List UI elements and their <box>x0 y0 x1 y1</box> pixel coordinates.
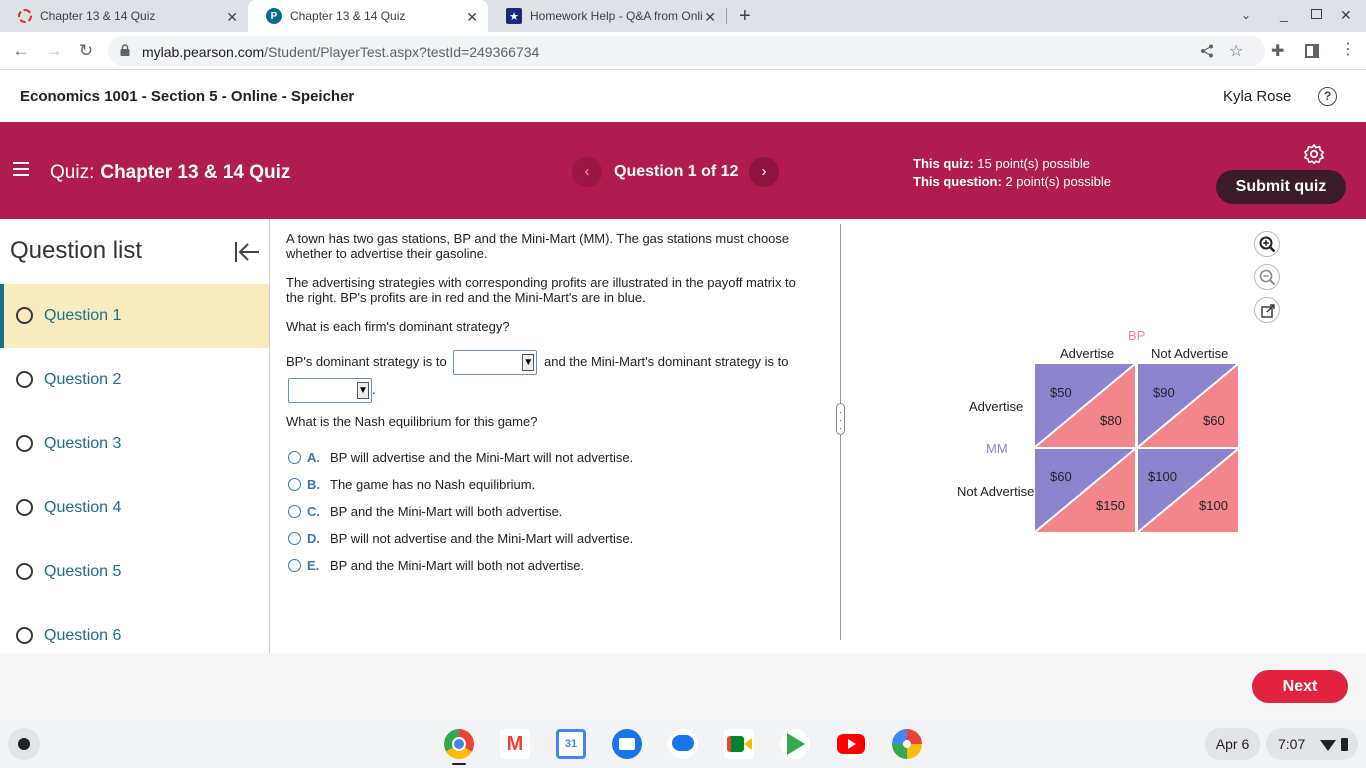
question-position: Question 1 of 12 <box>614 163 739 180</box>
quiz-points-label: This quiz: <box>913 156 974 171</box>
new-tab-icon[interactable]: + <box>739 5 751 27</box>
popout-button[interactable] <box>1254 297 1280 323</box>
answer-option-c[interactable] <box>286 504 816 531</box>
quiz-footer <box>0 653 1366 720</box>
points-summary <box>913 155 1111 191</box>
radio-button[interactable] <box>288 532 301 545</box>
col-label-not-advertise: Not Advertise <box>1151 346 1229 361</box>
dominant-strategy-sentence <box>286 348 816 404</box>
option-letter: A. <box>307 450 320 465</box>
browser-tab-strip <box>0 0 1366 32</box>
status-circle-icon <box>16 499 33 516</box>
option-letter: C. <box>307 504 320 519</box>
matrix-cell-adv-notadv <box>1138 364 1238 447</box>
radio-button[interactable] <box>288 505 301 518</box>
pane-splitter-handle[interactable]: · · · <box>836 403 845 435</box>
payoff-cell-shape <box>1035 449 1135 532</box>
option-text: BP and the Mini-Mart will both advertise. <box>330 504 563 519</box>
external-link-icon <box>1255 298 1281 324</box>
question-list-label: Question 2 <box>44 371 122 388</box>
close-icon[interactable]: ✕ <box>226 9 238 25</box>
col-player-label: BP <box>1128 328 1146 343</box>
address-bar[interactable] <box>108 36 1265 66</box>
system-tray[interactable] <box>1266 728 1358 760</box>
payoff-cell-shape <box>1138 364 1238 447</box>
submit-quiz-button[interactable]: Submit quiz <box>1216 170 1346 204</box>
payoff-cell-shape <box>1035 364 1135 447</box>
option-letter: E. <box>307 558 320 573</box>
kebab-menu-icon[interactable]: ⋮ <box>1340 41 1356 58</box>
question-points-label: This question: <box>913 174 1002 189</box>
question-list-title: Question list <box>10 237 143 264</box>
zoom-out-icon <box>1255 265 1281 291</box>
minimize-icon[interactable]: _ <box>1280 6 1288 22</box>
question-dominant-prompt: What is each firm's dominant strategy? <box>286 319 510 334</box>
question-points: 2 point(s) possible <box>1005 174 1111 189</box>
url-text <box>142 44 539 60</box>
bp-strategy-dropdown[interactable] <box>453 350 537 375</box>
question-list-item-3[interactable] <box>0 412 269 476</box>
question-list-item-4[interactable] <box>0 476 269 540</box>
option-text: BP will not advertise and the Mini-Mart will advertise. <box>330 531 634 546</box>
user-name[interactable]: Kyla Rose <box>1223 88 1292 105</box>
youtube-icon[interactable] <box>836 729 866 759</box>
course-title: Economics 1001 - Section 5 - Online - Speicher <box>20 88 355 105</box>
question-list-label: Question 1 <box>44 307 122 324</box>
radio-button[interactable] <box>288 478 301 491</box>
browser-tab-3[interactable] <box>488 0 726 32</box>
option-text: BP will advertise and the Mini-Mart will not advertise. <box>330 450 634 465</box>
option-text: The game has no Nash equilibrium. <box>330 477 536 492</box>
question-list-label: Question 3 <box>44 435 122 452</box>
url-path: /Student/PlayerTest.aspx?testId=249366734 <box>264 44 540 60</box>
question-list-item-1[interactable] <box>0 284 269 348</box>
share-icon[interactable] <box>1200 44 1214 58</box>
os-taskbar <box>0 720 1366 768</box>
browser-toolbar <box>0 32 1366 70</box>
bp-payoff: $100 <box>1199 498 1228 513</box>
zoom-in-icon <box>1255 232 1281 258</box>
matrix-cell-notadv-adv <box>1035 449 1135 532</box>
browser-tab-1[interactable] <box>0 0 248 32</box>
quiz-points: 15 point(s) possible <box>977 156 1091 171</box>
photos-icon[interactable] <box>892 729 922 759</box>
question-list-item-6[interactable] <box>0 604 269 653</box>
zoom-out-button[interactable] <box>1254 264 1280 290</box>
files-icon[interactable] <box>612 729 642 759</box>
bookmark-star-icon[interactable]: ☆ <box>1229 43 1244 60</box>
option-letter: D. <box>307 531 320 546</box>
url-host: mylab.pearson.com <box>142 44 265 60</box>
pearson-spinner-icon <box>18 9 32 23</box>
next-button[interactable]: Next <box>1252 670 1348 703</box>
messages-icon[interactable] <box>668 729 698 759</box>
question-matrix-description: The advertising strategies with corresponding profits are illustrated in the payoff matrix to the right. BP's profits are in red and the Mini-Mart's are in blue. <box>286 275 796 305</box>
chevron-down-icon: ▼ <box>357 382 369 399</box>
status-circle-icon <box>16 307 33 324</box>
help-icon[interactable]: ? <box>1318 87 1337 106</box>
date-display[interactable]: Apr 6 <box>1205 728 1260 760</box>
battery-icon <box>1341 738 1348 751</box>
browser-tab-title: Chapter 13 & 14 Quiz <box>290 9 406 23</box>
bp-payoff: $80 <box>1100 413 1122 428</box>
status-circle-icon <box>16 563 33 580</box>
chegg-star-icon: ★ <box>506 8 522 24</box>
browser-tab-title: Chapter 13 & 14 Quiz <box>40 9 156 23</box>
restore-icon[interactable] <box>1311 9 1322 19</box>
mm-payoff: $50 <box>1050 385 1072 400</box>
row-label-not-advertise: Not Advertise <box>957 484 1035 499</box>
matrix-cell-notadv-notadv <box>1138 449 1238 532</box>
quiz-title <box>50 162 290 184</box>
tab-separator <box>726 8 727 24</box>
tab-search-chevron-down-icon[interactable]: ⌄ <box>1241 8 1252 22</box>
meet-icon[interactable] <box>724 729 754 759</box>
forward-arrow-icon[interactable]: → <box>45 41 63 60</box>
question-content <box>286 231 816 585</box>
mm-payoff: $60 <box>1050 469 1072 484</box>
status-circle-icon <box>16 627 33 644</box>
mm-strategy-dropdown[interactable] <box>288 378 372 403</box>
extensions-puzzle-icon[interactable]: ✚ <box>1271 43 1285 60</box>
course-header <box>0 71 1366 122</box>
row-label-advertise: Advertise <box>969 399 1024 414</box>
answer-option-b[interactable] <box>286 477 816 504</box>
radio-button[interactable] <box>288 451 301 464</box>
question-list-label: Question 4 <box>44 499 122 516</box>
row-player-label: MM <box>986 441 1008 456</box>
dominant-text-pre: BP's dominant strategy is to <box>286 354 447 369</box>
gear-icon[interactable] <box>1303 143 1325 165</box>
close-icon[interactable]: ✕ <box>704 9 716 25</box>
question-list-item-2[interactable] <box>0 348 269 412</box>
previous-question-button[interactable]: ‹ <box>572 157 602 187</box>
matrix-cell-adv-adv <box>1035 364 1135 447</box>
launcher-icon[interactable] <box>8 728 40 760</box>
question-intro: A town has two gas stations, BP and the Mini-Mart (MM). The gas stations must choose whether to advertise their gasoline. <box>286 231 790 261</box>
window-close-icon[interactable]: ✕ <box>1340 7 1352 23</box>
bp-payoff: $150 <box>1096 498 1125 513</box>
question-list-label: Question 5 <box>44 563 122 580</box>
next-question-button[interactable]: › <box>749 157 779 187</box>
lock-icon <box>120 44 130 56</box>
payoff-cell-shape <box>1138 449 1238 532</box>
dominant-text-end: . <box>372 382 376 397</box>
dominant-text-mid: and the Mini-Mart's dominant strategy is to <box>543 354 789 369</box>
close-icon[interactable]: ✕ <box>466 9 478 25</box>
pearson-logo-icon: P <box>266 8 282 24</box>
option-text: BP and the Mini-Mart will both not advertise. <box>330 558 585 573</box>
answer-option-a[interactable] <box>286 450 816 477</box>
browser-tab-title: Homework Help - Q&A from Onli <box>530 9 703 23</box>
wifi-icon <box>1320 740 1336 751</box>
question-list-sidebar <box>0 219 270 653</box>
reload-icon[interactable]: ↻ <box>78 41 94 60</box>
browser-tab-2[interactable] <box>248 0 488 32</box>
back-arrow-icon[interactable]: ← <box>12 41 30 60</box>
status-circle-icon <box>16 371 33 388</box>
calendar-icon[interactable]: 31 <box>556 729 586 759</box>
status-circle-icon <box>16 435 33 452</box>
quiz-header-bar <box>0 122 1366 219</box>
hamburger-menu-icon[interactable] <box>13 162 29 176</box>
side-panel-icon[interactable] <box>1305 44 1319 58</box>
option-letter: B. <box>307 477 320 492</box>
mm-payoff: $100 <box>1148 469 1177 484</box>
gmail-icon[interactable]: M <box>500 729 530 759</box>
clock-time: 7:07 <box>1278 736 1306 752</box>
question-nash-prompt: What is the Nash equilibrium for this game? <box>286 414 538 429</box>
answer-option-d[interactable] <box>286 531 816 558</box>
active-app-indicator <box>452 763 466 765</box>
quiz-label: Quiz: <box>50 162 95 183</box>
radio-button[interactable] <box>288 559 301 572</box>
mm-payoff: $90 <box>1153 385 1175 400</box>
answer-option-e[interactable] <box>286 558 816 585</box>
play-store-icon[interactable] <box>780 729 810 759</box>
bp-payoff: $60 <box>1203 413 1225 428</box>
quiz-name: Chapter 13 & 14 Quiz <box>100 162 291 183</box>
chrome-icon[interactable] <box>444 729 474 759</box>
chevron-down-icon: ▼ <box>522 354 534 371</box>
zoom-in-button[interactable] <box>1254 231 1280 257</box>
collapse-sidebar-icon[interactable] <box>234 241 260 263</box>
question-list-item-5[interactable] <box>0 540 269 604</box>
col-label-advertise: Advertise <box>1060 346 1115 361</box>
question-list-label: Question 6 <box>44 627 122 644</box>
